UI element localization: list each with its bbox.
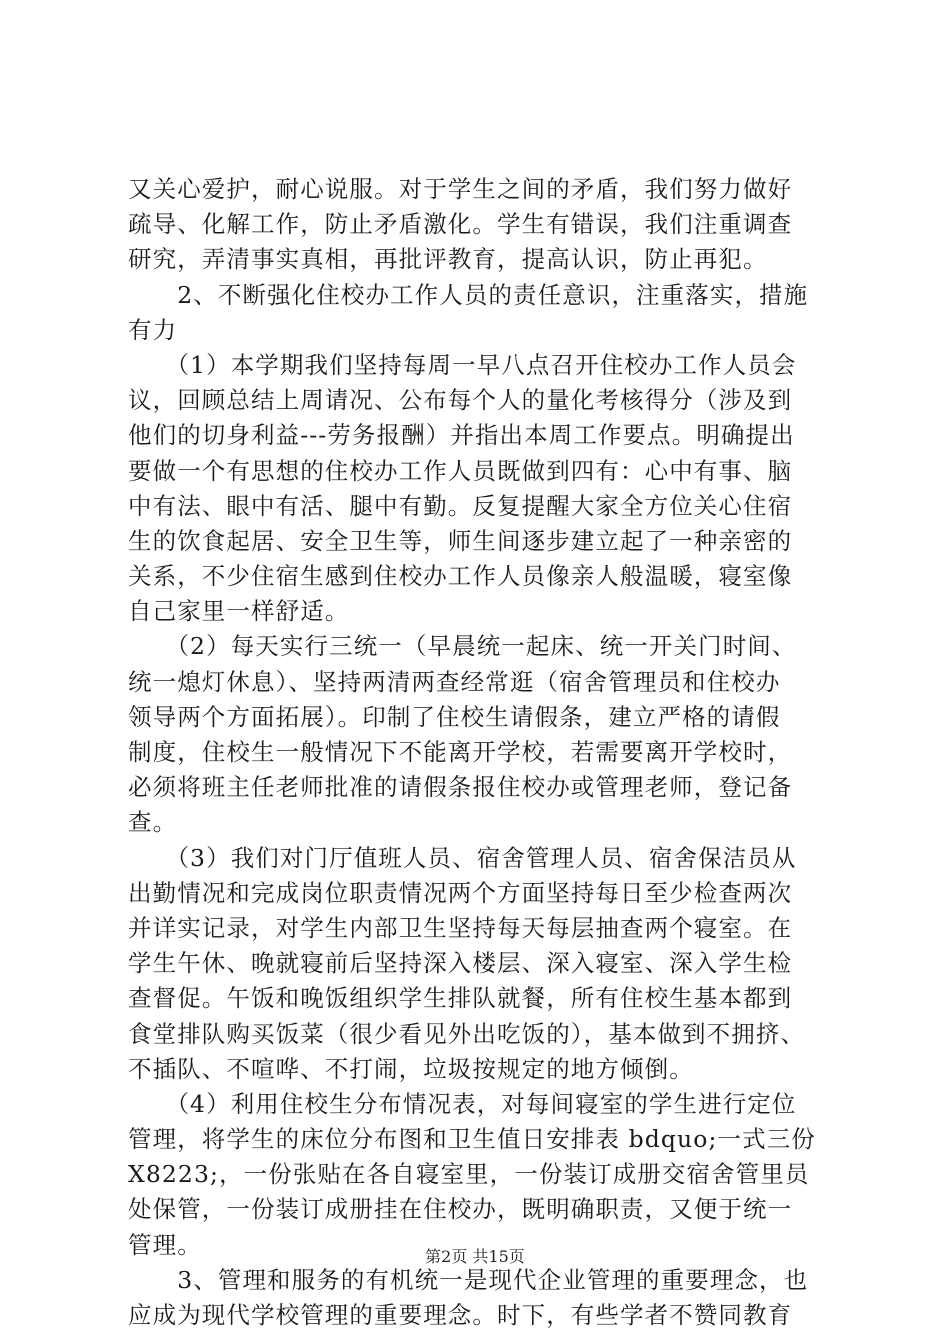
text-line: 出勤情况和完成岗位职责情况两个方面坚持每日至少检查两次	[128, 878, 793, 907]
text-line: 不插队、不喧哗、不打闹，垃圾按规定的地方倾倒。	[128, 1054, 694, 1083]
text-line: 关系，不少住宿生感到住校办工作人员像亲人般温暖，寝室像	[128, 562, 793, 591]
text-line: 有力	[128, 315, 178, 344]
text-line: 又关心爱护，耐心说服。对于学生之间的矛盾，我们努力做好	[128, 175, 793, 203]
text-line: 食堂排队购买饭菜（很少看见外出吃饭的），基本做到不拥挤、	[128, 1019, 806, 1048]
text-line: 管理。	[128, 1230, 202, 1259]
page-number: 第2页 共15页	[425, 1247, 525, 1266]
text-line: 查督促。午饭和晚饭组织学生排队就餐，所有住校生基本都到	[128, 984, 793, 1013]
body-text	[128, 172, 836, 1333]
text-line: （3）我们对门厅值班人员、宿舍管理人员、宿舍保洁员从	[128, 843, 797, 872]
text-line: 学生午休、晚就寝前后坚持深入楼层、深入寝室、深入学生检	[128, 949, 793, 978]
text-line: （4）利用住校生分布情况表，对每间寝室的学生进行定位	[128, 1089, 797, 1118]
text-line: （1）本学期我们坚持每周一早八点召开住校办工作人员会	[128, 350, 797, 379]
text-line: 生的饮食起居、安全卫生等，师生间逐步建立起了一种亲密的	[128, 526, 793, 555]
text-line: 制度，住校生一般情况下不能离开学校，若需要离开学校时，	[128, 738, 793, 766]
text-line: （2）每天实行三统一（早晨统一起床、统一开关门时间、	[128, 632, 797, 661]
text-line: 中有法、眼中有活、腿中有勤。反复提醒大家全方位关心住宿	[128, 491, 793, 520]
text-line: 查。	[128, 808, 178, 837]
text-line: 议，回顾总结上周请况、公布每个人的量化考核得分（涉及到	[128, 386, 793, 415]
text-line: 疏导、化解工作，防止矛盾激化。学生有错误，我们注重调查	[128, 210, 793, 239]
text-line: 要做一个有思想的住校办工作人员既做到四有：心中有事、脑	[128, 456, 793, 485]
text-line: 研究，弄清事实真相，再批评教育，提高认识，防止再犯。	[128, 245, 768, 274]
text-line: 应成为现代学校管理的重要理念。时下，有些学者不赞同教育	[128, 1301, 793, 1329]
page-footer	[0, 1244, 950, 1267]
text-line: 3、管理和服务的有机统一是现代企业管理的重要理念，也	[128, 1265, 809, 1294]
text-line: 并详实记录，对学生内部卫生坚持每天每层抽查两个寝室。在	[128, 913, 793, 942]
text-line: 他们的切身利益---劳务报酬）并指出本周工作要点。明确提出	[128, 421, 795, 450]
text-line: 处保管，一份装订成册挂在住校办，既明确职责，又便于统一	[128, 1195, 793, 1224]
text-line: 统一熄灯休息）、坚持两清两查经常逛（宿舍管理员和住校办	[128, 667, 781, 696]
text-line: 自己家里一样舒适。	[128, 597, 350, 626]
text-line: 管理，将学生的床位分布图和卫生值日安排表 bdquo;一式三份	[128, 1125, 816, 1154]
text-line: 领导两个方面拓展）。印制了住校生请假条，建立严格的请假	[128, 702, 781, 731]
text-line: 2、不断强化住校办工作人员的责任意识，注重落实，措施	[128, 280, 809, 309]
text-line: 必须将班主任老师批准的请假条报住校办或管理老师，登记备	[128, 773, 793, 802]
text-line: X8223;，一份张贴在各自寝室里，一份装订成册交宿舍管里员	[128, 1160, 810, 1189]
